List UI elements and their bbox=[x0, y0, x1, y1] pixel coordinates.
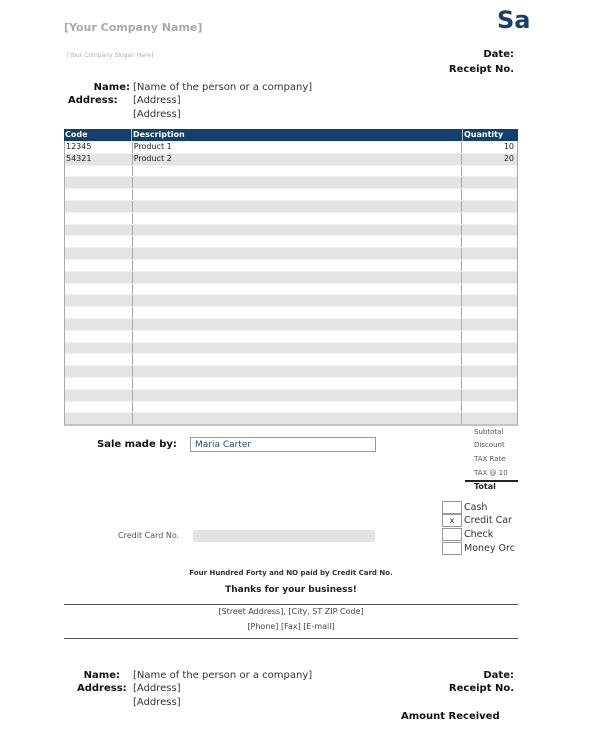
tax-rate-label: TAX Rate bbox=[474, 455, 506, 463]
cell-quantity[interactable]: 10 bbox=[503, 142, 514, 151]
table-row[interactable] bbox=[65, 259, 517, 271]
table-row[interactable] bbox=[65, 318, 517, 330]
cell-quantity[interactable] bbox=[462, 248, 517, 259]
cell-code[interactable] bbox=[65, 366, 133, 377]
cell-code[interactable] bbox=[65, 402, 133, 413]
cell-description[interactable] bbox=[133, 236, 463, 247]
customer-address-line1[interactable]: [Address] bbox=[133, 95, 181, 106]
company-name: [Your Company Name] bbox=[64, 21, 203, 34]
cell-code[interactable] bbox=[65, 177, 133, 188]
subtotal-label: Subtotal bbox=[474, 428, 504, 436]
cell-description[interactable] bbox=[133, 295, 463, 306]
cell-quantity[interactable] bbox=[462, 295, 517, 306]
table-row[interactable] bbox=[65, 224, 517, 236]
cell-code[interactable] bbox=[65, 248, 133, 259]
cell-description[interactable] bbox=[133, 213, 463, 224]
cell-code[interactable] bbox=[65, 307, 133, 318]
table-body bbox=[64, 141, 518, 426]
cell-quantity[interactable] bbox=[462, 366, 517, 377]
stub-address-line2[interactable]: [Address] bbox=[133, 697, 181, 708]
customer-address-line2[interactable]: [Address] bbox=[133, 109, 181, 120]
cell-code[interactable] bbox=[65, 378, 133, 389]
cell-quantity[interactable] bbox=[462, 354, 517, 365]
cell-description[interactable] bbox=[133, 354, 463, 365]
amount-received-label: Amount Received bbox=[401, 711, 500, 722]
document-title: Sa bbox=[497, 6, 531, 34]
stub-name-value[interactable]: [Name of the person or a company] bbox=[133, 670, 313, 681]
cell-code[interactable] bbox=[65, 284, 133, 295]
stub-address-label: Address: bbox=[77, 683, 127, 694]
cell-description[interactable] bbox=[133, 319, 463, 330]
cell-description[interactable] bbox=[133, 390, 463, 401]
sale-made-by-field[interactable]: Maria Carter bbox=[190, 437, 376, 452]
cell-code[interactable] bbox=[65, 260, 133, 271]
cell-code[interactable] bbox=[65, 225, 133, 236]
cell-quantity[interactable] bbox=[462, 260, 517, 271]
cell-quantity[interactable] bbox=[462, 166, 517, 177]
table-row[interactable] bbox=[65, 365, 517, 377]
tax-amount-label: TAX @ 10 bbox=[474, 469, 508, 477]
cell-code[interactable] bbox=[65, 354, 133, 365]
cell-code[interactable] bbox=[65, 272, 133, 283]
cell-description[interactable] bbox=[133, 260, 463, 271]
table-row[interactable] bbox=[65, 283, 517, 295]
payment-option-label: Money Orc bbox=[464, 543, 515, 554]
cell-description[interactable] bbox=[133, 366, 463, 377]
cell-quantity[interactable] bbox=[462, 284, 517, 295]
stub-name-label: Name: bbox=[83, 670, 120, 681]
cell-quantity[interactable] bbox=[462, 189, 517, 200]
table-row[interactable] bbox=[65, 141, 517, 153]
items-table bbox=[64, 129, 518, 426]
payment-checkbox[interactable] bbox=[442, 501, 462, 514]
cell-description[interactable] bbox=[133, 272, 463, 283]
customer-address-label: Address: bbox=[68, 95, 118, 106]
cell-description[interactable] bbox=[133, 307, 463, 318]
table-row[interactable] bbox=[65, 353, 517, 365]
table-row[interactable] bbox=[65, 271, 517, 283]
customer-name-label: Name: bbox=[93, 82, 130, 93]
cell-description[interactable] bbox=[133, 248, 463, 259]
table-row[interactable] bbox=[65, 401, 517, 413]
cell-code[interactable] bbox=[65, 236, 133, 247]
cell-quantity[interactable] bbox=[462, 213, 517, 224]
payment-checkbox[interactable] bbox=[442, 528, 462, 541]
table-row[interactable] bbox=[65, 165, 517, 177]
payment-checkbox[interactable]: x bbox=[442, 514, 462, 527]
cell-code[interactable] bbox=[65, 189, 133, 200]
cell-description[interactable] bbox=[133, 402, 463, 413]
cell-description[interactable] bbox=[133, 331, 463, 342]
table-row[interactable] bbox=[65, 247, 517, 259]
cell-description[interactable] bbox=[133, 413, 463, 424]
footer-divider-bottom bbox=[64, 638, 518, 639]
cell-code[interactable] bbox=[65, 319, 133, 330]
cell-code[interactable] bbox=[65, 295, 133, 306]
total-label: Total bbox=[474, 482, 496, 491]
cell-code[interactable] bbox=[65, 390, 133, 401]
cell-description[interactable] bbox=[133, 378, 463, 389]
date-label: Date: bbox=[483, 49, 514, 60]
cell-quantity[interactable] bbox=[462, 177, 517, 188]
cell-quantity[interactable]: 20 bbox=[503, 153, 514, 163]
stub-address-line1[interactable]: [Address] bbox=[133, 683, 181, 694]
column-header-description: Description bbox=[132, 129, 463, 141]
payment-option-label: Credit Car bbox=[464, 515, 512, 526]
payment-option-label: Check bbox=[464, 529, 494, 540]
credit-card-label: Credit Card No. bbox=[118, 531, 180, 540]
cell-code[interactable] bbox=[65, 331, 133, 342]
table-row[interactable] bbox=[65, 200, 517, 212]
column-header-code: Code bbox=[64, 129, 132, 141]
stub-date-label: Date: bbox=[483, 670, 514, 681]
footer-divider-top bbox=[64, 604, 518, 605]
cell-description[interactable] bbox=[133, 284, 463, 295]
cell-quantity[interactable] bbox=[462, 236, 517, 247]
company-contact-line: [Phone] [Fax] [E-mail] bbox=[247, 622, 335, 631]
cell-code[interactable]: 54321 bbox=[65, 154, 133, 165]
cell-quantity[interactable] bbox=[462, 378, 517, 389]
thanks-message: Thanks for your business! bbox=[225, 585, 357, 595]
payment-option-label: Cash bbox=[464, 502, 488, 513]
table-row[interactable] bbox=[65, 176, 517, 188]
cell-description[interactable] bbox=[133, 189, 463, 200]
cell-code[interactable] bbox=[65, 213, 133, 224]
payment-checkbox[interactable] bbox=[442, 542, 462, 555]
cell-quantity[interactable] bbox=[462, 390, 517, 401]
cell-code[interactable] bbox=[65, 413, 133, 424]
cell-quantity[interactable] bbox=[462, 307, 517, 318]
cell-description[interactable]: Product 1 bbox=[133, 142, 463, 153]
amount-in-words: Four Hundred Forty and NO paid by Credit Card No. bbox=[189, 569, 393, 577]
cell-code[interactable] bbox=[65, 343, 133, 354]
table-row[interactable] bbox=[65, 306, 517, 318]
cell-description[interactable] bbox=[133, 343, 463, 354]
company-slogan: [Your Company Slogan Here] bbox=[67, 52, 154, 59]
cell-description[interactable] bbox=[133, 225, 463, 236]
cell-quantity[interactable] bbox=[462, 331, 517, 342]
table-row[interactable] bbox=[65, 330, 517, 342]
company-address-line: [Street Address], [City, ST ZIP Code] bbox=[218, 607, 364, 616]
table-row[interactable] bbox=[65, 377, 517, 389]
table-row[interactable] bbox=[65, 188, 517, 200]
column-header-quantity: Quantity bbox=[464, 130, 504, 139]
table-header bbox=[64, 129, 518, 141]
cell-code[interactable] bbox=[65, 166, 133, 177]
cell-code[interactable] bbox=[65, 201, 133, 212]
receipt-no-label: Receipt No. bbox=[448, 64, 514, 75]
cell-quantity[interactable] bbox=[462, 319, 517, 330]
cell-quantity[interactable] bbox=[462, 402, 517, 413]
cell-description[interactable] bbox=[133, 166, 463, 177]
cell-quantity[interactable] bbox=[462, 343, 517, 354]
table-row[interactable] bbox=[65, 389, 517, 401]
table-row[interactable] bbox=[65, 212, 517, 224]
cell-quantity[interactable] bbox=[462, 201, 517, 212]
cell-description[interactable] bbox=[133, 201, 463, 212]
table-row[interactable] bbox=[65, 153, 517, 165]
cell-description[interactable] bbox=[133, 177, 463, 188]
credit-card-field[interactable] bbox=[193, 530, 375, 542]
cell-quantity[interactable] bbox=[462, 225, 517, 236]
table-row[interactable] bbox=[65, 412, 517, 424]
stub-receipt-no-label: Receipt No. bbox=[448, 683, 514, 694]
cell-code[interactable]: 12345 bbox=[65, 142, 133, 153]
cell-description[interactable]: Product 2 bbox=[133, 154, 463, 165]
sale-made-by-label: Sale made by: bbox=[97, 439, 177, 450]
discount-label: Discount bbox=[474, 441, 505, 449]
cell-quantity[interactable] bbox=[462, 413, 517, 424]
table-row[interactable] bbox=[65, 294, 517, 306]
table-row[interactable] bbox=[65, 342, 517, 354]
cell-quantity[interactable] bbox=[462, 272, 517, 283]
customer-name-value[interactable]: [Name of the person or a company] bbox=[133, 82, 313, 93]
table-row[interactable] bbox=[65, 235, 517, 247]
